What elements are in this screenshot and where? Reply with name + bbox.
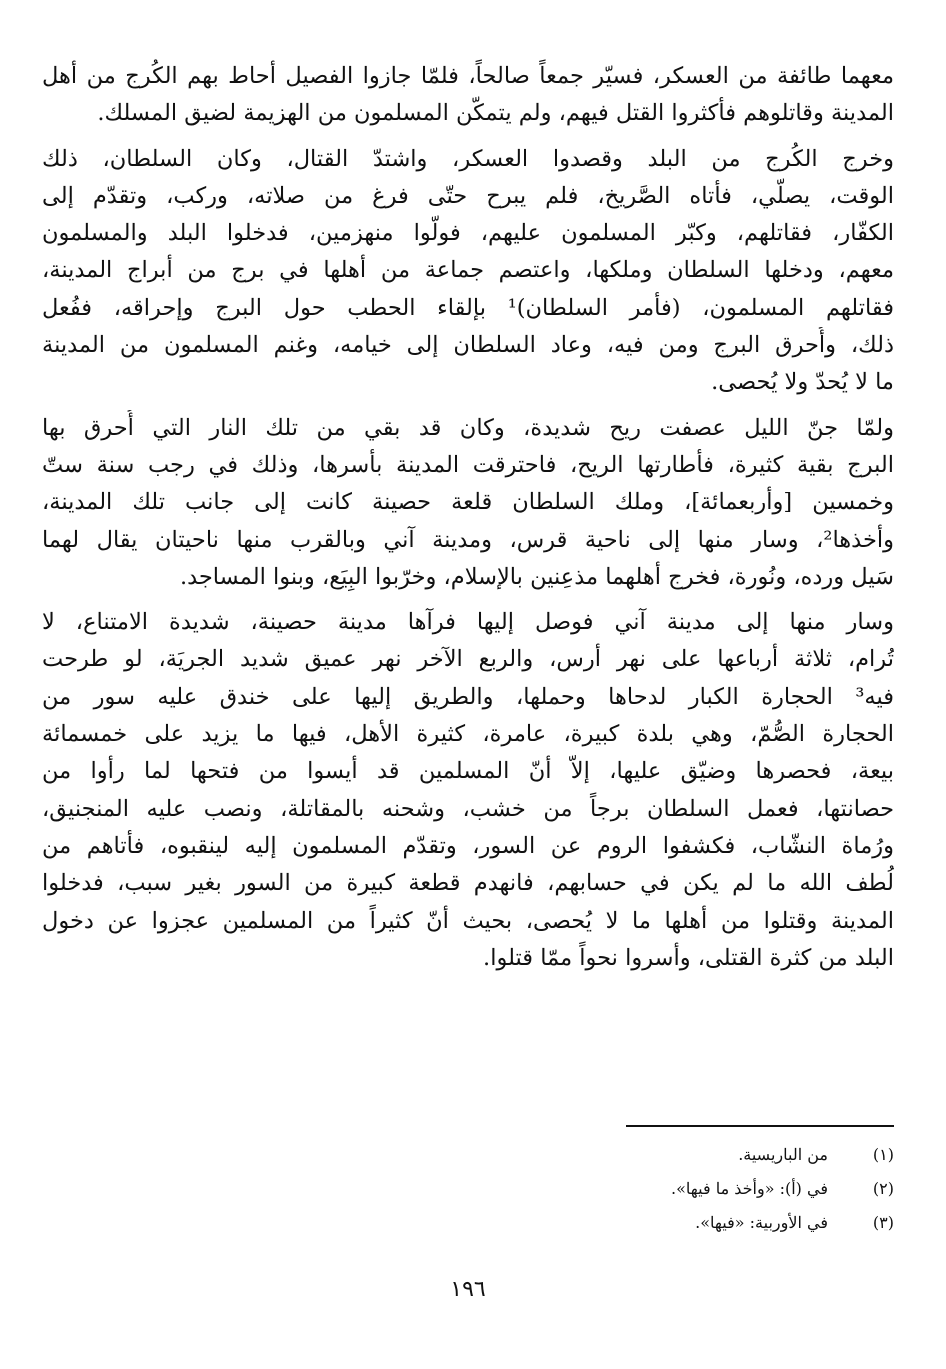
text-line: وسار منها إلى مدينة آني فوصل إليها فرآها مدينة حصينة، شديدة الامتناع، لا — [42, 609, 894, 636]
text-line: الكفّار، فقاتلهم، وكبّر المسلمون عليهم، فولّوا منهزمين، فدخلوا البلد والمسلمون — [42, 220, 894, 247]
paragraph-1 — [42, 58, 894, 133]
footnote-3 — [42, 1206, 894, 1240]
text-line: بيعة، فحصرها وضيّق عليها، إلاّ أنّ المسلمين قد أيسوا من فتحها لما رأوا من — [42, 758, 894, 785]
footnotes — [42, 1138, 894, 1240]
text-line: ولمّا جنّ الليل عصفت ريح شديدة، وكان قد بقي من تلك النار التي أُحرق بها — [42, 414, 894, 441]
text-line: المدينة وقاتلوهم فأكثروا القتل فيهم، ولم يتمكّن المسلمون من الهزيمة لضيق المسلك. — [97, 100, 894, 127]
text-line: البلد من كثرة القتلى، وأسروا نحواً ممّا قتلوا. — [483, 944, 894, 971]
text-line: ورُماة النشّاب، فكشفوا الروم عن السور، وتقدّم المسلمون إليه لينقبوه، فأتاهم من — [42, 832, 894, 859]
footnote-2 — [42, 1172, 894, 1206]
text-line: الحجارة الصُّمّ، وهي بلدة كبيرة، عامرة، كثيرة الأهل، فيها ما يزيد على خمسمائة — [42, 721, 894, 748]
footnote-number: (٣) — [872, 1213, 894, 1232]
footnote-1 — [42, 1138, 894, 1172]
text-line: تُرام، ثلاثة أرباعها على نهر أرس، والربع الآخر نهر عميق شديد الجريَة، لو طرحت — [42, 646, 894, 673]
text-line: فقاتلهم المسلمون، (فأمر السلطان)¹ بإلقاء الحطب حول البرج وإحراقه، ففُعل — [42, 294, 894, 321]
paragraph-3 — [42, 410, 894, 596]
text-line: وخمسين [وأربعمائة]، وملك السلطان قلعة حصينة كانت إلى جانب تلك المدينة، — [42, 489, 894, 516]
text-line: ما لا يُحدّ ولا يُحصى. — [711, 369, 894, 396]
footnote-text: في الأوربية: «فيها». — [695, 1213, 828, 1232]
text-line: معهم، ودخلها السلطان وملكها، واعتصم جماعة من أهلها في برج من أبراج المدينة، — [42, 257, 894, 284]
footnote-number: (٢) — [872, 1179, 894, 1198]
text-line: البرج بقية كثيرة، فأطارتها الريح، فاحترقت المدينة بأسرها، وذلك في رجب سنة ستّ — [42, 451, 894, 478]
text-line: وخرج الكُرج من البلد وقصدوا العسكر، واشتدّ القتال، وكان السلطان، ذلك — [42, 145, 894, 172]
paragraph-2 — [42, 141, 894, 402]
paragraph-4 — [42, 604, 894, 977]
footnote-text: من الباريسية. — [738, 1145, 828, 1164]
page-number: ١٩٦ — [450, 1277, 486, 1302]
text-line: سَيل ورده، ونُورة، فخرج أهلهما مذعِنين بالإسلام، وخرّبوا البِيَع، وبنوا المساجد. — [179, 563, 894, 590]
main-text — [42, 58, 894, 977]
text-line: وأخذها²، وسار منها إلى ناحية قرس، ومدينة آني وبالقرب منها ناحيتان يقال لهما — [42, 526, 894, 553]
footnote-number: (١) — [872, 1145, 894, 1164]
text-line: المدينة وقتلوا من أهلها ما لا يُحصى، بحيث أنّ كثيراً من المسلمين عجزوا عن دخول — [42, 907, 894, 934]
footnote-separator — [626, 1125, 894, 1127]
text-line: فيه³ الحجارة الكبار لدحاها وحملها، والطريق إليها على خندق عليه سور من — [42, 683, 894, 710]
text-line: لُطف الله ما لم يكن في حسابهم، فانهدم قطعة كبيرة من السور بغير سبب، فدخلوا — [42, 870, 894, 897]
book-page — [42, 58, 894, 1358]
text-line: ذلك، وأُحرق البرج ومن فيه، وعاد السلطان إلى خيامه، وغنم المسلمون من المدينة — [42, 332, 894, 359]
text-line: الوقت، يصلّي، فأتاه الصَّريخ، فلم يبرح حتّى فرغ من صلاته، وركب، وتقدّم إلى — [42, 182, 894, 209]
text-line: معهما طائفة من العسكر، فسيّر جمعاً صالحاً، فلمّا جازوا الفصيل أحاط بهم الكُرج من أهل — [42, 63, 894, 89]
footnote-text: في (أ): «وأخذ ما فيها». — [671, 1179, 828, 1198]
text-line: حصانتها، فعمل السلطان برجاً من خشب، وشحنه بالمقاتلة، ونصب عليه المنجنيق، — [42, 795, 894, 822]
